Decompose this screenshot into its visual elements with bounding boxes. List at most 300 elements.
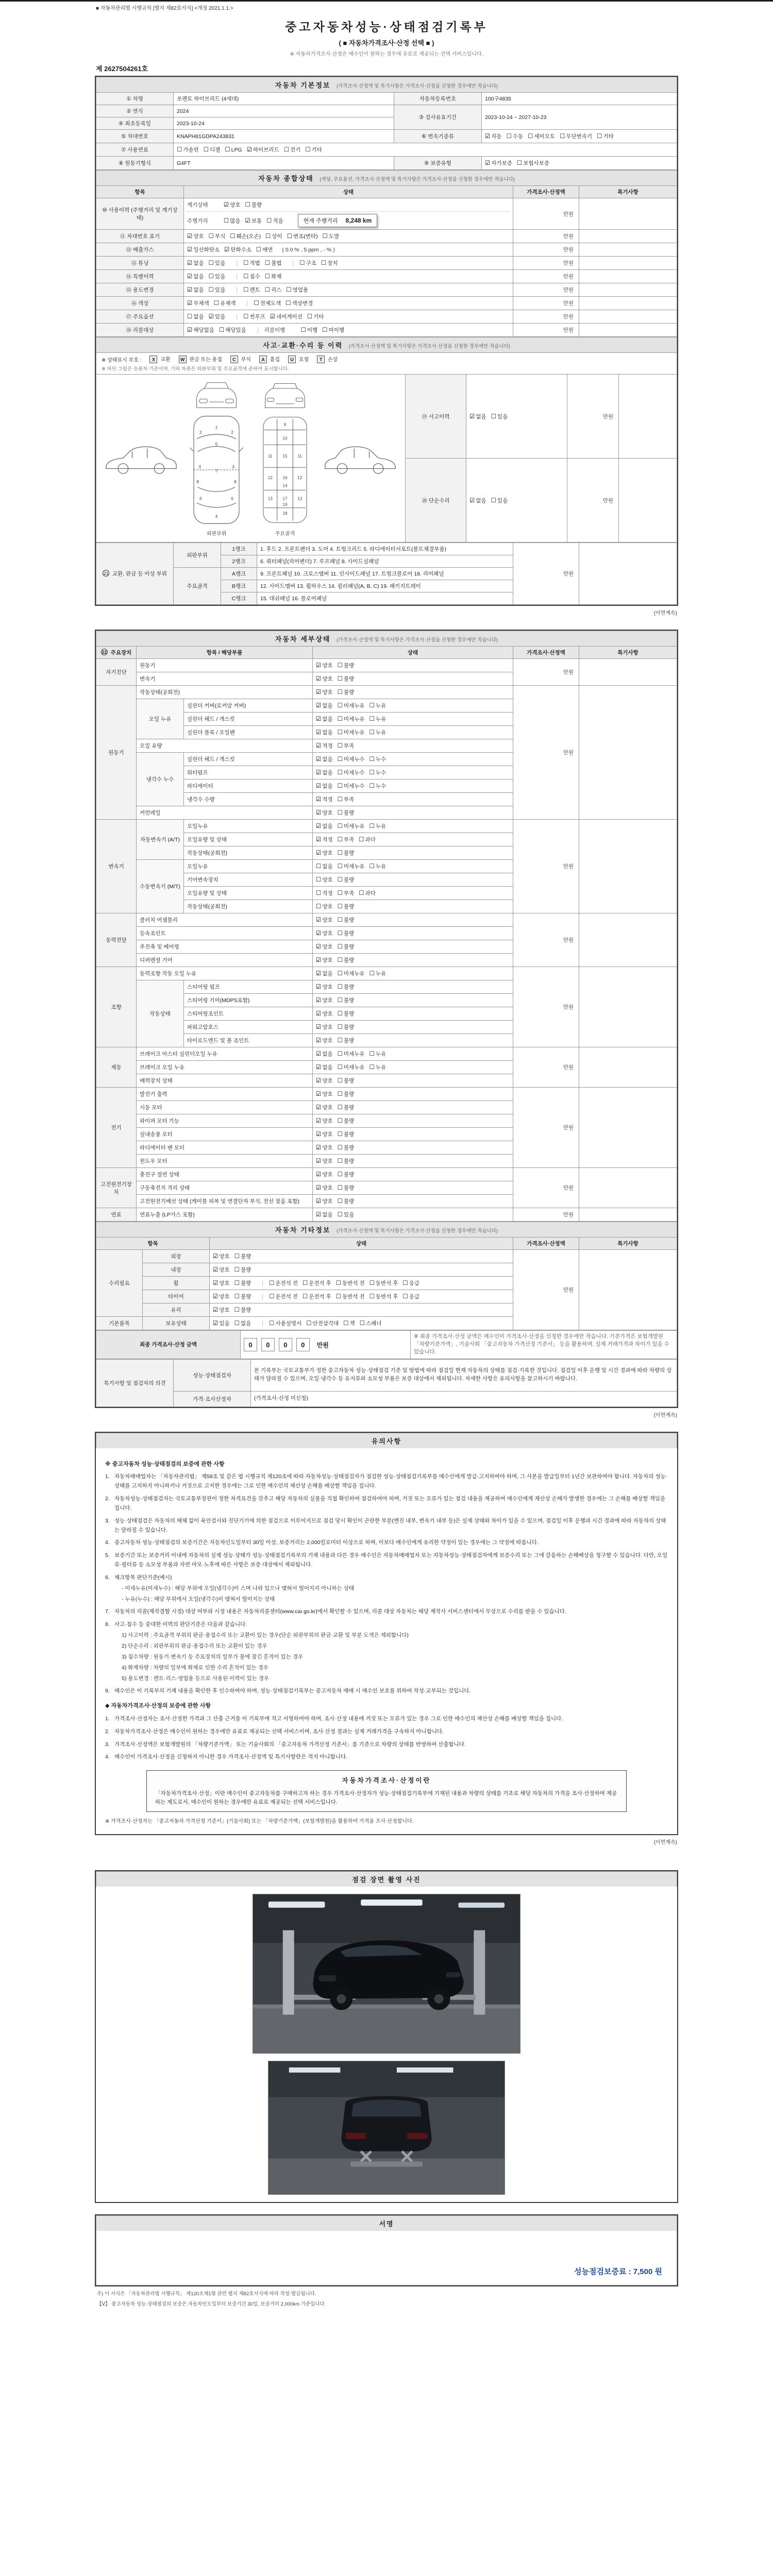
checkbox-option[interactable]	[469, 413, 486, 420]
checkbox-option[interactable]	[204, 146, 221, 154]
notice-subitem: 2) 단순수리 : 외판부위의 판금·용접수리 또는 교환이 있는 경우	[122, 1643, 267, 1649]
checkbox-option-label: 사용설명서	[275, 1320, 302, 1327]
checkbox-option[interactable]	[234, 1279, 251, 1287]
checkbox-option[interactable]	[247, 146, 279, 154]
table-row	[96, 230, 677, 243]
checkbox-option[interactable]	[369, 822, 386, 830]
detail-cell-sub: 냉각수 누수	[137, 753, 184, 806]
checkbox-option[interactable]	[316, 889, 333, 897]
notice-item: 1. 가격조사·산정자는 조사·산정한 가격과 그 산출 근거를 이 기록부에 적고 서명하여야 하며, 조사·산정 내용에 거짓 또는 오류가 있는 경우 그로 인한 매수인의 재산상 손해를 배상할 책임을 집니다.	[105, 1715, 563, 1722]
checkbox-option[interactable]	[316, 849, 333, 857]
checkbox-option[interactable]	[338, 1171, 355, 1178]
table-row	[96, 257, 677, 270]
checkbox-option[interactable]	[338, 822, 365, 830]
checkbox-option[interactable]	[597, 132, 614, 140]
checkbox-option[interactable]	[316, 715, 333, 723]
checkbox-checked-icon: ☑	[316, 783, 322, 789]
checkbox-option[interactable]	[316, 862, 333, 870]
checkbox-empty-icon: ☐	[234, 1307, 240, 1313]
checkbox-option[interactable]	[338, 1023, 355, 1031]
detail-cell-item: 추진축 및 베어링	[137, 940, 313, 954]
section-photos-title	[96, 1871, 677, 1887]
checkbox-option[interactable]	[338, 742, 355, 750]
detail-cell-state	[313, 739, 513, 753]
checkbox-option-label: 운전석 후	[309, 1294, 331, 1300]
checkbox-option[interactable]	[338, 675, 355, 683]
checkbox-option[interactable]	[316, 1211, 333, 1218]
checkbox-option[interactable]	[316, 795, 333, 803]
checkbox-option[interactable]	[338, 916, 355, 924]
checkbox-option[interactable]	[338, 662, 355, 669]
inspection-value: 2023-10-24 ~ 2027-10-23	[482, 105, 677, 130]
checkbox-option[interactable]	[269, 1279, 298, 1287]
checkbox-empty-icon: ☐	[225, 147, 230, 153]
checkbox-checked-icon: ☑	[270, 314, 276, 320]
checkbox-option[interactable]	[338, 1184, 355, 1192]
checkbox-option[interactable]	[316, 876, 333, 884]
checkbox-option[interactable]	[338, 809, 355, 817]
interior-options	[210, 1263, 513, 1277]
checkbox-option[interactable]	[234, 1266, 251, 1274]
detail-cell-item: 워터펌프	[184, 766, 313, 779]
checkbox-option[interactable]	[338, 1211, 355, 1218]
checkbox-option[interactable]	[316, 983, 333, 991]
inspector-role-label: 성능·상태점검자	[174, 1359, 251, 1391]
checkbox-option[interactable]	[243, 259, 260, 267]
checkbox-option-label: 미세누유	[343, 716, 365, 722]
checkbox-option[interactable]	[316, 702, 333, 709]
checkbox-option-label: 양호	[322, 904, 333, 910]
checkbox-empty-icon: ☐	[337, 663, 343, 669]
checkbox-option[interactable]	[224, 217, 241, 225]
checkbox-option[interactable]	[213, 1252, 230, 1260]
checkbox-option-label: 미세누유	[343, 703, 365, 709]
checkbox-option[interactable]	[187, 259, 204, 267]
checkbox-option[interactable]	[338, 889, 355, 897]
checkbox-option[interactable]	[491, 497, 508, 504]
section-note-text: (가격조사·산정액 및 특기사항은 가격조사·산정을 신청한 경우에만 적습니다)	[337, 1228, 498, 1234]
detail-cell-dev: 고전원전기장치	[96, 1168, 137, 1208]
checkbox-checked-icon: ☑	[316, 1212, 322, 1218]
checkbox-checked-icon: ☑	[223, 202, 229, 208]
checkbox-option[interactable]	[360, 1319, 382, 1327]
inspection-photo-rear	[268, 2061, 505, 2195]
checkbox-option[interactable]	[316, 956, 333, 964]
checkbox-option[interactable]	[256, 246, 273, 253]
checkbox-option[interactable]	[338, 1077, 355, 1084]
checkbox-option[interactable]	[213, 1293, 230, 1300]
checkbox-option[interactable]	[316, 943, 333, 951]
checkbox-option[interactable]	[316, 1090, 333, 1098]
checkbox-option[interactable]	[265, 232, 282, 240]
checkbox-option[interactable]	[338, 715, 365, 723]
checkbox-option[interactable]	[270, 313, 303, 320]
checkbox-option-label: 누수	[375, 783, 386, 789]
checkbox-option[interactable]	[286, 286, 308, 294]
checkbox-option-label: 누유	[375, 1051, 386, 1057]
checkbox-option[interactable]	[321, 259, 338, 267]
note-cell	[579, 324, 677, 337]
checkbox-option[interactable]	[316, 1077, 333, 1084]
checkbox-option[interactable]	[338, 1197, 355, 1205]
checkbox-option[interactable]	[369, 702, 386, 709]
checkbox-option[interactable]	[338, 755, 365, 763]
notice-item: 6. 체크항목 판단기준(예시)	[105, 1574, 172, 1581]
checkbox-option[interactable]	[369, 769, 386, 776]
checkbox-option-label: 많음	[230, 218, 241, 224]
checkbox-option[interactable]	[316, 929, 333, 937]
checkbox-option[interactable]	[338, 1104, 355, 1111]
checkbox-checked-icon: ☑	[316, 756, 322, 762]
checkbox-option[interactable]	[369, 715, 386, 723]
checkbox-option[interactable]	[316, 675, 333, 683]
state-code: X 교환	[149, 355, 170, 363]
section-title-text: 서명	[379, 2220, 394, 2228]
checkbox-option-label: 해당있음	[225, 327, 246, 333]
checkbox-option[interactable]	[369, 970, 386, 977]
checkbox-option[interactable]	[316, 809, 333, 817]
checkbox-option[interactable]	[316, 755, 333, 763]
checkbox-option[interactable]	[485, 132, 502, 140]
notice-item: 5. 보증기간 또는 보증거리 이내에 자동차의 실제 성능·상태가 성능·상태점검기록부의 기재 내용과 다른 경우 매수인은 자동차매매업자 또는 자동차성능·상태점검자에게 보증수리 또는 그에 갈음하는 손해배상을 청구할 수 있습니다. 다만, 오일류·필터류 등 소모성 부품과 자연 마모·노후에 따른 사항은 보증 대상에서 제외됩니다.	[105, 1552, 668, 1568]
checkbox-option[interactable]	[209, 313, 226, 320]
checkbox-option[interactable]	[322, 326, 344, 334]
checkbox-option[interactable]	[219, 326, 246, 334]
checkbox-option[interactable]	[369, 1063, 386, 1071]
checkbox-option-label: 자가보증	[491, 160, 512, 166]
special-options	[187, 274, 230, 280]
checkbox-option[interactable]	[338, 943, 355, 951]
checkbox-option[interactable]	[338, 769, 365, 776]
notice-subitem: - 미세누유(미세누수) : 해당 부위에 오일(냉각수)이 스며 나와 있으나 맺혀서 떨어지지 아니하는 상태	[122, 1585, 354, 1591]
checkbox-option[interactable]	[316, 688, 333, 696]
checkbox-option[interactable]	[369, 728, 386, 736]
checkbox-option[interactable]	[316, 822, 333, 830]
checkbox-option[interactable]	[316, 1037, 333, 1044]
checkbox-option[interactable]	[234, 1319, 251, 1327]
checkbox-option[interactable]	[316, 1104, 333, 1111]
checkbox-option[interactable]	[338, 728, 365, 736]
checkbox-option[interactable]	[338, 983, 355, 991]
checkbox-option[interactable]	[187, 232, 204, 240]
checkbox-option[interactable]	[338, 903, 355, 910]
checkbox-option[interactable]	[316, 836, 333, 843]
checkbox-option[interactable]	[338, 862, 365, 870]
checkbox-option[interactable]	[305, 146, 322, 154]
checkbox-empty-icon: ☐	[299, 260, 305, 266]
note-cell	[579, 543, 677, 605]
table-row	[96, 198, 677, 230]
checkbox-option[interactable]	[234, 1252, 251, 1260]
detail-cell-item: 작동상태(공회전)	[137, 686, 313, 699]
checkbox-option[interactable]	[359, 889, 376, 897]
checkbox-option[interactable]	[369, 1279, 398, 1287]
checkbox-option[interactable]	[316, 1144, 333, 1151]
checkbox-option[interactable]	[316, 1023, 333, 1031]
frame-diagram-caption: 주요골격	[275, 531, 295, 537]
checkbox-option[interactable]	[338, 970, 365, 977]
checkbox-option[interactable]	[338, 849, 355, 857]
checkbox-empty-icon: ☐	[337, 1051, 343, 1057]
checkbox-option[interactable]	[299, 259, 316, 267]
detail-cell-item: 충전구 절연 상태	[137, 1168, 313, 1181]
checkbox-empty-icon: ☐	[369, 863, 375, 870]
checkbox-option[interactable]	[316, 1117, 333, 1125]
checkbox-option[interactable]	[469, 497, 486, 504]
checkbox-option[interactable]	[316, 1171, 333, 1178]
checkbox-empty-icon: ☐	[337, 1212, 343, 1218]
checkbox-option[interactable]	[284, 146, 301, 154]
car-top-view-exterior-icon	[186, 413, 247, 527]
checkbox-option[interactable]	[369, 1050, 386, 1058]
checkbox-option[interactable]	[316, 1197, 333, 1205]
price-unit-label: 만원	[316, 1341, 329, 1349]
checkbox-option[interactable]	[338, 1010, 355, 1018]
checkbox-empty-icon: ☐	[337, 971, 343, 977]
checkbox-option[interactable]	[287, 232, 318, 240]
checkbox-option[interactable]	[338, 996, 355, 1004]
checkbox-option-label: 기타	[603, 133, 614, 140]
checkbox-option[interactable]	[338, 1130, 355, 1138]
checkbox-option[interactable]	[316, 1157, 333, 1165]
checkbox-option[interactable]	[369, 782, 386, 790]
detail-cell-state	[313, 1208, 513, 1222]
checkbox-option[interactable]	[323, 232, 340, 240]
possession-type-options	[262, 1320, 386, 1327]
checkbox-empty-icon: ☐	[316, 890, 322, 896]
checkbox-option[interactable]	[209, 273, 226, 280]
checkbox-option[interactable]	[225, 146, 242, 153]
checkbox-option[interactable]	[213, 1306, 230, 1314]
mileage-state-row	[187, 211, 510, 227]
checkbox-option[interactable]	[338, 929, 355, 937]
detail-cell-item: 오일유량 및 상태	[184, 833, 313, 846]
checkbox-option[interactable]	[485, 159, 512, 167]
checkbox-option[interactable]	[316, 970, 333, 977]
checkbox-option[interactable]	[316, 903, 333, 910]
detail-row	[96, 1088, 677, 1101]
price-cell: 만원	[513, 324, 579, 337]
checkbox-option[interactable]	[316, 662, 333, 669]
checkbox-option[interactable]	[369, 1293, 398, 1300]
checkbox-option[interactable]	[316, 916, 333, 924]
checkbox-checked-icon: ☑	[316, 1172, 322, 1178]
checkbox-option[interactable]	[187, 286, 204, 294]
inspection-fee	[574, 2266, 662, 2277]
checkbox-option[interactable]	[213, 1319, 230, 1327]
detail-cell-item: 라디에이터	[184, 779, 313, 793]
checkbox-option[interactable]	[491, 413, 508, 420]
checkbox-option-label: 양호	[322, 1105, 333, 1111]
checkbox-option[interactable]	[254, 299, 281, 307]
checkbox-option[interactable]	[402, 1293, 419, 1300]
checkbox-option[interactable]	[338, 1117, 355, 1125]
checkbox-empty-icon: ☐	[491, 497, 496, 504]
checkbox-option[interactable]	[517, 159, 549, 167]
checkbox-option[interactable]	[338, 1037, 355, 1044]
checkbox-empty-icon: ☐	[337, 1185, 343, 1191]
detail-cell-state	[313, 940, 513, 954]
checkbox-option[interactable]	[338, 1063, 365, 1071]
checkbox-option[interactable]	[338, 956, 355, 964]
checkbox-option[interactable]	[209, 259, 226, 267]
checkbox-option[interactable]	[316, 742, 333, 750]
checkbox-option[interactable]	[528, 132, 555, 140]
detail-cell-item: 스티어링 기어(MDPS포함)	[184, 994, 313, 1007]
checkbox-option-label: 미세누유	[343, 1051, 365, 1057]
price-cell: 만원	[513, 243, 579, 257]
checkbox-option[interactable]	[560, 132, 592, 140]
checkbox-option[interactable]	[338, 795, 355, 803]
checkbox-option[interactable]	[224, 201, 241, 209]
car-rear-view-icon	[258, 380, 312, 411]
tuning-legality-options	[237, 260, 286, 266]
svg-text:7: 7	[215, 468, 218, 473]
checkbox-option[interactable]	[265, 273, 282, 280]
checkbox-empty-icon: ☐	[337, 1131, 343, 1138]
checkbox-option[interactable]	[269, 1319, 301, 1327]
checkbox-option[interactable]	[338, 702, 365, 709]
checkbox-option[interactable]	[369, 862, 386, 870]
checkbox-option[interactable]	[343, 1319, 355, 1327]
fee-label: 성능점검보증료 :	[574, 2267, 631, 2277]
checkbox-option[interactable]	[306, 1319, 339, 1327]
checkbox-option[interactable]	[209, 232, 226, 240]
checkbox-option[interactable]	[369, 755, 386, 763]
detail-row	[96, 1208, 677, 1222]
checkbox-option-label: 누유	[375, 716, 386, 722]
checkbox-option[interactable]	[316, 1063, 333, 1071]
checkbox-option[interactable]	[266, 217, 283, 225]
checkbox-option[interactable]	[230, 232, 261, 240]
checkbox-empty-icon: ☐	[245, 202, 250, 208]
checkbox-option-label: 없음	[240, 1320, 251, 1327]
checkbox-option[interactable]	[213, 1279, 230, 1287]
checkbox-option-label: 없음	[322, 863, 333, 870]
svg-text:6: 6	[199, 496, 202, 501]
appraiser-role-label: 가격·조사산정자	[174, 1391, 251, 1406]
checkbox-option[interactable]	[265, 286, 282, 294]
svg-text:1: 1	[215, 425, 218, 430]
checkbox-option[interactable]	[359, 836, 376, 843]
notice-item: 3. 가격조사·산정액은 보험개발원의 「차량기준가액」 또는 기술사회의 「중고자동차 가격산정 기준서」를 기준으로 차량의 상태를 반영하여 산출합니다.	[105, 1741, 466, 1748]
checkbox-option[interactable]	[303, 1279, 331, 1287]
detail-cell-item: 원동기	[137, 659, 313, 672]
checkbox-option[interactable]	[316, 1130, 333, 1138]
checkbox-option[interactable]	[213, 1266, 230, 1274]
checkbox-option-label: 탄화수소	[230, 247, 251, 253]
checkbox-option[interactable]	[316, 1184, 333, 1192]
checkbox-option-label: 불량	[240, 1307, 251, 1313]
checkbox-option[interactable]	[301, 326, 318, 334]
checkbox-option[interactable]	[338, 782, 365, 790]
checkbox-option[interactable]	[243, 313, 265, 320]
checkbox-option[interactable]	[316, 1050, 333, 1058]
checkbox-option[interactable]	[187, 313, 204, 320]
checkbox-option[interactable]	[234, 1306, 251, 1314]
checkbox-option[interactable]	[338, 836, 355, 843]
checkbox-option[interactable]	[224, 246, 251, 253]
checkbox-checked-icon: ☑	[316, 716, 322, 722]
col-price: 가격조사·산정액	[513, 647, 579, 659]
checkbox-option[interactable]	[265, 259, 282, 267]
checkbox-option-label: 있음	[497, 497, 508, 504]
table-row	[96, 1391, 677, 1406]
checkbox-option[interactable]	[338, 1090, 355, 1098]
table-row	[96, 157, 677, 170]
checkbox-option[interactable]	[187, 273, 204, 280]
checkbox-option[interactable]	[338, 688, 355, 696]
checkbox-empty-icon: ☐	[208, 260, 214, 266]
checkbox-option-label: 없음	[193, 287, 204, 293]
checkbox-option[interactable]	[338, 1157, 355, 1165]
checkbox-option[interactable]	[187, 299, 209, 307]
checkbox-option[interactable]	[209, 286, 226, 294]
col-price: 가격조사·산정액	[513, 186, 579, 198]
checkbox-option[interactable]	[316, 728, 333, 736]
col-item: 항목 / 해당부품	[137, 647, 313, 659]
checkbox-option[interactable]	[336, 1279, 365, 1287]
checkbox-option[interactable]	[402, 1279, 419, 1287]
checkbox-checked-icon: ☑	[316, 1011, 322, 1017]
checkbox-checked-icon: ☑	[316, 1038, 322, 1044]
checkbox-option[interactable]	[214, 299, 236, 307]
checkbox-option[interactable]	[507, 132, 524, 140]
checkbox-option-label: 일산화탄소	[193, 247, 220, 253]
detail-cell-nt	[579, 1088, 677, 1168]
checkbox-option-label: 불량	[240, 1280, 251, 1286]
checkbox-empty-icon: ☐	[243, 274, 249, 280]
checkbox-option[interactable]	[187, 326, 214, 334]
checkbox-option-label: 불량	[343, 810, 355, 816]
price-survey-definition-box	[146, 1770, 627, 1812]
checkbox-option[interactable]	[269, 1293, 298, 1300]
checkbox-option[interactable]	[243, 286, 260, 294]
checkbox-checked-icon: ☑	[187, 233, 193, 240]
checkbox-option[interactable]	[338, 876, 355, 884]
checkbox-checked-icon: ☑	[224, 247, 230, 253]
checkbox-option-label: 미세누유	[343, 730, 365, 736]
checkbox-option[interactable]	[307, 313, 324, 320]
checkbox-option[interactable]	[316, 996, 333, 1004]
checkbox-option[interactable]	[303, 1293, 331, 1300]
checkbox-option[interactable]	[187, 246, 220, 253]
signature-area[interactable]	[96, 2231, 677, 2285]
checkbox-empty-icon: ☐	[335, 1280, 342, 1286]
checkbox-option-label: 양호	[322, 1185, 333, 1191]
checkbox-option[interactable]	[336, 1293, 365, 1300]
checkbox-option[interactable]	[316, 782, 333, 790]
detail-cell-item: 디퍼렌셜 기어	[137, 954, 313, 967]
checkbox-option[interactable]	[234, 1293, 251, 1300]
accident-history-label: ⑲ 사고이력	[406, 375, 466, 459]
checkbox-option[interactable]	[245, 201, 262, 209]
checkbox-option[interactable]	[316, 769, 333, 776]
checkbox-option[interactable]	[338, 1050, 365, 1058]
detail-cell-state	[313, 1101, 513, 1114]
notice-item: 9. 매수인은 이 기록부의 기재 내용을 확인한 후 인수하여야 하며, 성능·상태점검기록부는 중고자동차 매매 시 매수인 보호를 위하여 작성·교부되는 것입니다.	[105, 1688, 471, 1694]
checkbox-empty-icon: ☐	[337, 997, 343, 1004]
checkbox-option[interactable]	[243, 273, 260, 280]
checkbox-option[interactable]	[245, 217, 262, 225]
checkbox-option[interactable]	[338, 1144, 355, 1151]
checkbox-option-label: 운전석 후	[309, 1280, 331, 1286]
col-device	[96, 647, 137, 659]
checkbox-option[interactable]	[177, 146, 199, 154]
checkbox-checked-icon: ☑	[213, 1320, 219, 1327]
checkbox-option[interactable]	[316, 1010, 333, 1018]
checkbox-option[interactable]	[285, 299, 313, 307]
